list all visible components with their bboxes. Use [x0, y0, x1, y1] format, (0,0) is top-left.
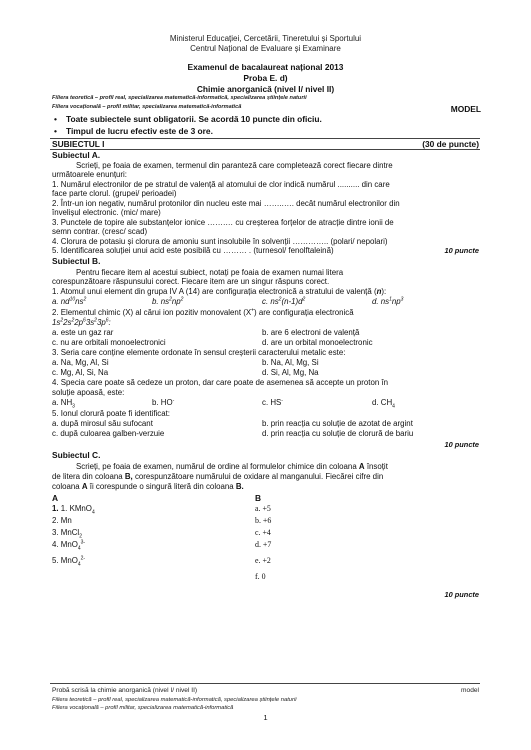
column-a-item-1: 1. 1. KMnO$_4$	[52, 504, 95, 516]
a-q1-line-1: 1. Numărul electronilor de pe stratul de valență al atomului de clor indică numărul .......... din care	[52, 180, 390, 189]
b-q2-option-c: c. nu are orbitali monoelectronici	[52, 338, 166, 347]
b-points: 10 puncte	[444, 440, 479, 449]
a-q4: 4. Clorura de potasiu și clorura de amoniu sunt insolubile în solvenții ………….. (polari/ nepolari)	[52, 237, 388, 246]
column-b-item-a: a. +5	[255, 504, 271, 513]
subiectul-1-title: SUBIECTUL I	[52, 139, 105, 149]
footer-line-3: Filiera vocațională – profil militar, specializarea matematică-informatică	[52, 705, 234, 711]
b-q5-option-d: d. prin reacția cu soluție de clorură de bariu	[262, 429, 414, 438]
a-q3-line-1: 3. Punctele de topire ale substanțelor ionice …….… cu creșterea forțelor de atracție dintre ionii de	[52, 218, 394, 227]
b-q4-line-1: 4. Specia care poate să cedeze un proton, dar care poate de asemenea să accepte un proton în	[52, 378, 389, 387]
a-q1-line-2: face parte clorul. (grupei/ perioadei)	[52, 189, 177, 198]
b-intro-1: Pentru fiecare item al acestui subiect, notați pe foaia de examen numai litera	[76, 268, 344, 277]
b-q3-option-c: c. Mg, Al, Si, Na	[52, 368, 109, 377]
exam-subject: Chimie anorganică (nivel I/ nivel II)	[196, 84, 335, 94]
ministry-header: Ministerul Educației, Cercetării, Tineretului și Sportului	[169, 34, 362, 43]
b-q2-option-b: b. are 6 electroni de valență	[262, 328, 360, 337]
page-number: 1	[263, 713, 268, 722]
subiect-c-title: Subiectul C.	[52, 450, 101, 460]
c-intro-2: de litera din coloana B, corespunzătoare numărului de oxidare al manganului. Fiecărei cifre din	[52, 472, 384, 481]
b-q2-config: $1s^22s^22p^63s^23p^6$:	[52, 317, 111, 327]
b-intro-2: corespunzătoare răspunsului corect. Fiecare item are un singur răspuns corect.	[52, 277, 330, 286]
column-b-item-c: c. +4	[255, 528, 271, 537]
b-q3-option-d: d. Si, Al, Mg, Na	[262, 368, 319, 377]
b-q4-line-2: soluție apoasă, este:	[52, 388, 125, 397]
column-b-item-e: e. +2	[255, 556, 271, 565]
footer-line-2: Filiera teoretică – profil real, specializarea matematică-informatică, specializarea științele naturii	[52, 697, 297, 703]
model-label: MODEL	[450, 104, 481, 114]
b-q2-line-1: 2. Elementul chimic (X) al cărui ion pozitiv monovalent (X+) are configurația electronică	[52, 307, 354, 317]
column-a-header: A	[52, 493, 59, 503]
b-q1: 1. Atomul unui element din grupa IV A (14) are configurația electronică a stratului de valență (n):	[52, 287, 387, 296]
column-b-item-d: d. +7	[255, 540, 272, 549]
exam-title: Examenul de bacalaureat național 2013	[187, 62, 344, 72]
a-intro-1: Scrieți, pe foaia de examen, termenul din paranteză care completează corect fiecare dintre	[76, 161, 393, 170]
a-intro-2: următoarele enunțuri:	[52, 170, 128, 179]
divider-top	[50, 138, 480, 139]
subiect-b-title: Subiectul B.	[52, 256, 101, 266]
b-q1-option-d: d. $ns^1np^3$	[372, 296, 404, 306]
b-q4-option-c: c. HS-	[262, 397, 283, 407]
b-q3-option-b: b. Na, Al, Mg, Si	[262, 358, 319, 367]
filiera-line-2: Filiera vocațională – profil militar, specializarea matematică-informatică	[52, 104, 242, 110]
column-b-item-b: b. +6	[255, 516, 272, 525]
b-q5-option-b: b. prin reacția cu soluție de azotat de argint	[262, 419, 413, 428]
b-q4-option-a: a. $NH_3$	[52, 398, 75, 410]
a-points: 10 puncte	[444, 246, 479, 255]
bullet-icon: •	[54, 126, 57, 136]
subiect-a-title: Subiectul A.	[52, 150, 101, 160]
a-q3-line-2: semn contrar. (cresc/ scad)	[52, 227, 148, 236]
column-a-item-2: 2. Mn	[52, 516, 72, 525]
b-q3-option-a: a. Na, Mg, Al, Si	[52, 358, 109, 367]
center-header: Centrul Național de Evaluare și Examinare	[190, 44, 341, 53]
column-a-item-3: 3. MnCl$_2$	[52, 528, 82, 540]
a-q2-line-1: 2. Într-un ion negativ, numărul protonilor din nucleu este mai ……..…. decât numărul electronilor din	[52, 199, 400, 208]
b-q1-option-a: a. $nd^{10}ns^2$	[52, 296, 87, 306]
footer-line-1: Probă scrisă la chimie anorganică (nivel I/ nivel II)	[52, 687, 198, 694]
c-points: 10 puncte	[444, 590, 479, 599]
footer-model: model	[461, 687, 479, 694]
a-q2-line-2: învelișul electronic. (mic/ mare)	[52, 208, 161, 217]
b-q3: 3. Seria care conține elemente ordonate în sensul creșterii caracterului metalic este:	[52, 348, 346, 357]
divider-bottom	[50, 149, 480, 150]
footer-divider	[50, 683, 480, 684]
filiera-line-1: Filiera teoretică – profil real, specializarea matematică-informatică, specializarea științele naturii	[52, 95, 307, 101]
b-q4-option-d: d. $CH_4$	[372, 398, 395, 410]
instruction-bullet-2: • Timpul de lucru efectiv este de 3 ore.	[54, 126, 213, 136]
b-q5-option-c: c. după culoarea galben-verzuie	[52, 429, 165, 438]
b-q5: 5. Ionul clorură poate fi identificat:	[52, 409, 170, 418]
c-intro-3: coloana A îi corespunde o singură literă din coloana B.	[52, 482, 244, 491]
b-q4-option-b: b. HO-	[152, 397, 175, 407]
b-q1-option-c: c. $ns^2(n-1)d^2$	[262, 296, 306, 306]
b-q1-option-b: b. $ns^2np^2$	[152, 296, 184, 306]
column-b-item-f: f. 0	[255, 572, 266, 581]
column-a-item-4: 4. MnO$_4^{3-}$	[52, 539, 86, 552]
a-q5: 5. Identificarea soluției unui acid este posibilă cu ……… . (turnesol/ fenolftaleină)	[52, 246, 334, 255]
subiectul-1-points: (30 de puncte)	[422, 139, 479, 149]
column-b-header: B	[255, 493, 262, 503]
b-q2-option-a: a. este un gaz rar	[52, 328, 114, 337]
c-intro-1: Scrieți, pe foaia de examen, numărul de ordine al formulelor chimice din coloana A însoțit	[76, 462, 388, 471]
column-a-item-5: 5. MnO$_4^{2-}$	[52, 555, 86, 568]
instruction-bullet-1: • Toate subiectele sunt obligatorii. Se acordă 10 puncte din oficiu.	[54, 114, 322, 124]
b-q2-option-d: d. are un orbital monoelectronic	[262, 338, 373, 347]
bullet-icon: •	[54, 114, 57, 124]
b-q5-option-a: a. după mirosul său sufocant	[52, 419, 153, 428]
exam-proba: Proba E. d)	[243, 73, 288, 83]
